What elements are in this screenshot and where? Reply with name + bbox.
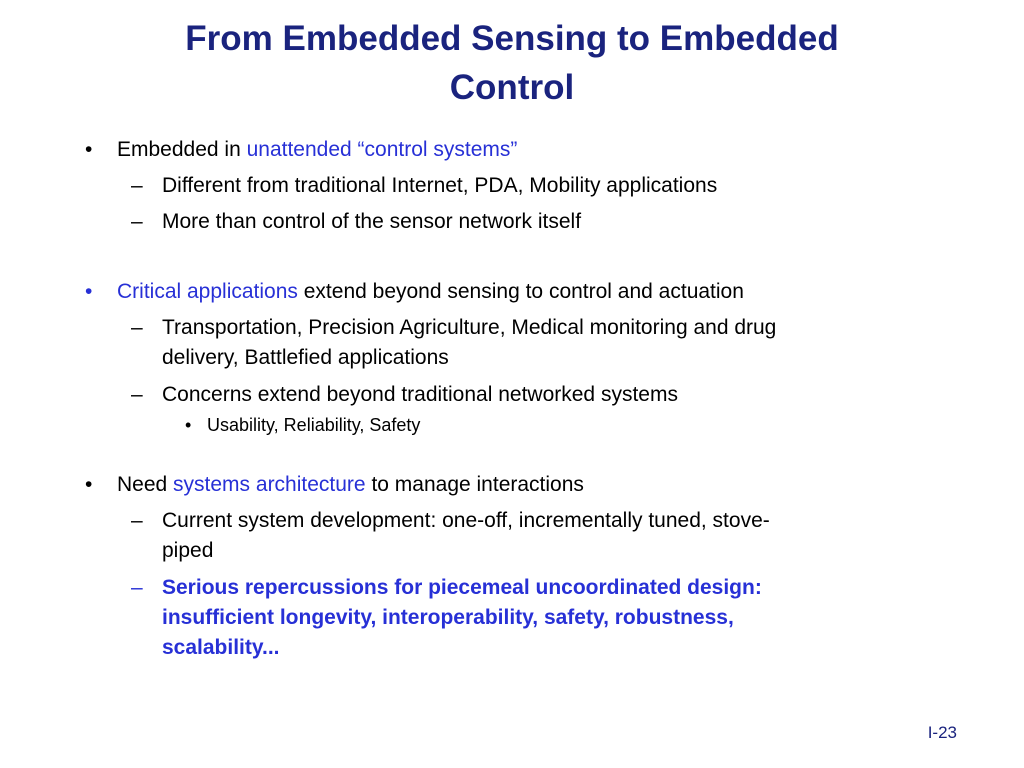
bullet-1-sub-2: More than control of the sensor network itself xyxy=(162,210,582,233)
bullet-3-sub-2 xyxy=(162,573,762,663)
slide-title xyxy=(40,14,984,112)
bullet-3-sub-2-line-3: scalability... xyxy=(162,636,280,659)
title-line-1: From Embedded Sensing to Embedded xyxy=(185,19,839,58)
bullet-3 xyxy=(117,471,584,499)
bullet-2-sub-1-line-2: delivery, Battlefied applications xyxy=(162,346,449,369)
bullet-1-highlight: unattended “control systems” xyxy=(246,138,518,161)
bullet-2-highlight: Critical applications xyxy=(117,280,298,303)
bullet-marker: • xyxy=(85,473,93,496)
bullet-marker: • xyxy=(85,280,93,303)
bullet-2-sub-1 xyxy=(162,313,776,373)
bullet-2-sub-1-line-1: Transportation, Precision Agriculture, Medical monitoring and drug xyxy=(162,316,777,339)
bullet-marker: • xyxy=(85,138,93,161)
dash-marker: – xyxy=(131,210,143,233)
dash-marker: – xyxy=(131,509,143,532)
bullet-marker: • xyxy=(185,415,192,435)
bullet-3-sub-2-line-1: Serious repercussions for piecemeal uncoordinated design: xyxy=(162,576,762,599)
bullet-1-text: Embedded in xyxy=(117,138,247,161)
page-number: I-23 xyxy=(927,723,957,742)
dash-marker: – xyxy=(131,316,143,339)
bullet-1-sub-1: Different from traditional Internet, PDA, Mobility applications xyxy=(162,174,718,197)
bullet-3-text-pre: Need xyxy=(117,473,174,496)
bullet-3-sub-1 xyxy=(162,506,770,566)
title-line-2: Control xyxy=(449,68,575,107)
bullet-1 xyxy=(117,136,517,164)
dash-marker: – xyxy=(131,383,143,406)
bullet-2-sub-2-item: Usability, Reliability, Safety xyxy=(207,415,421,435)
bullet-3-sub-1-line-2: piped xyxy=(162,539,214,562)
dash-marker: – xyxy=(131,576,143,599)
bullet-2-sub-2: Concerns extend beyond traditional networked systems xyxy=(162,383,678,406)
bullet-2-text: extend beyond sensing to control and actuation xyxy=(297,280,744,303)
bullet-3-sub-2-line-2: insufficient longevity, interoperability, safety, robustness, xyxy=(162,606,734,629)
bullet-3-sub-1-line-1: Current system development: one-off, incrementally tuned, stove- xyxy=(162,509,770,532)
bullet-3-text-post: to manage interactions xyxy=(365,473,584,496)
bullet-3-highlight: systems architecture xyxy=(173,473,366,496)
bullet-2 xyxy=(117,278,744,306)
dash-marker: – xyxy=(131,174,143,197)
